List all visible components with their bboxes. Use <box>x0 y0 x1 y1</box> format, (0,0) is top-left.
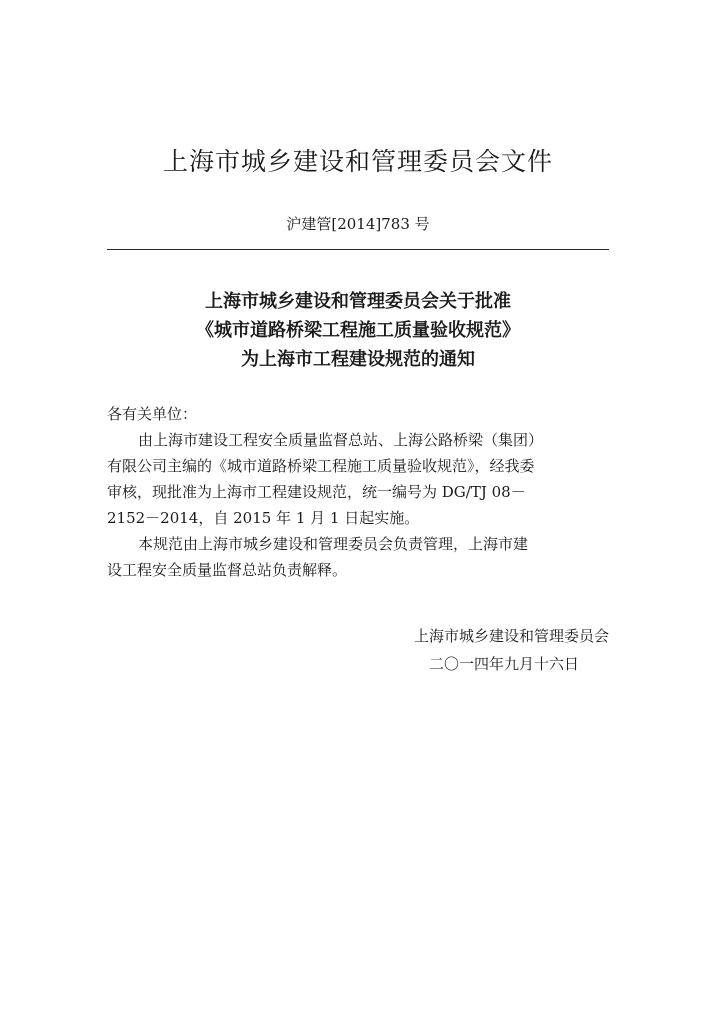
notice-title <box>0 287 716 374</box>
paragraph-line: 由上海市建设工程安全质量监督总站、上海公路桥梁（集团） <box>138 431 544 449</box>
paragraph-line: 审核，现批准为上海市工程建设规范，统一编号为 DG/TJ 08－ <box>107 483 526 501</box>
notice-title-line: 为上海市工程建设规范的通知 <box>241 349 475 370</box>
paragraph-line: 设工程安全质量监督总站负责解释。 <box>107 561 348 579</box>
issuer-heading: 上海市城乡建设和管理委员会文件 <box>162 147 553 176</box>
paragraph-line: 本规范由上海市城乡建设和管理委员会负责管理，上海市建 <box>138 535 529 553</box>
notice-title-line: 《城市道路桥梁工程施工质量验收规范》 <box>196 320 520 341</box>
signature-organization: 上海市城乡建设和管理委员会 <box>413 627 609 645</box>
salutation: 各有关单位： <box>107 405 198 423</box>
header-divider <box>107 249 609 250</box>
paragraph-line: 2152－2014，自 2015 年 1 月 1 日起实施。 <box>107 509 420 527</box>
signature-block <box>107 622 609 678</box>
notice-title-line: 上海市城乡建设和管理委员会关于批准 <box>205 291 511 312</box>
signature-date: 二〇一四年九月十六日 <box>428 655 579 673</box>
notice-body <box>107 401 609 583</box>
paragraph-line: 有限公司主编的《城市道路桥梁工程施工质量验收规范》，经我委 <box>107 457 535 475</box>
document-number: 沪建管[2014]783 号 <box>286 215 430 233</box>
